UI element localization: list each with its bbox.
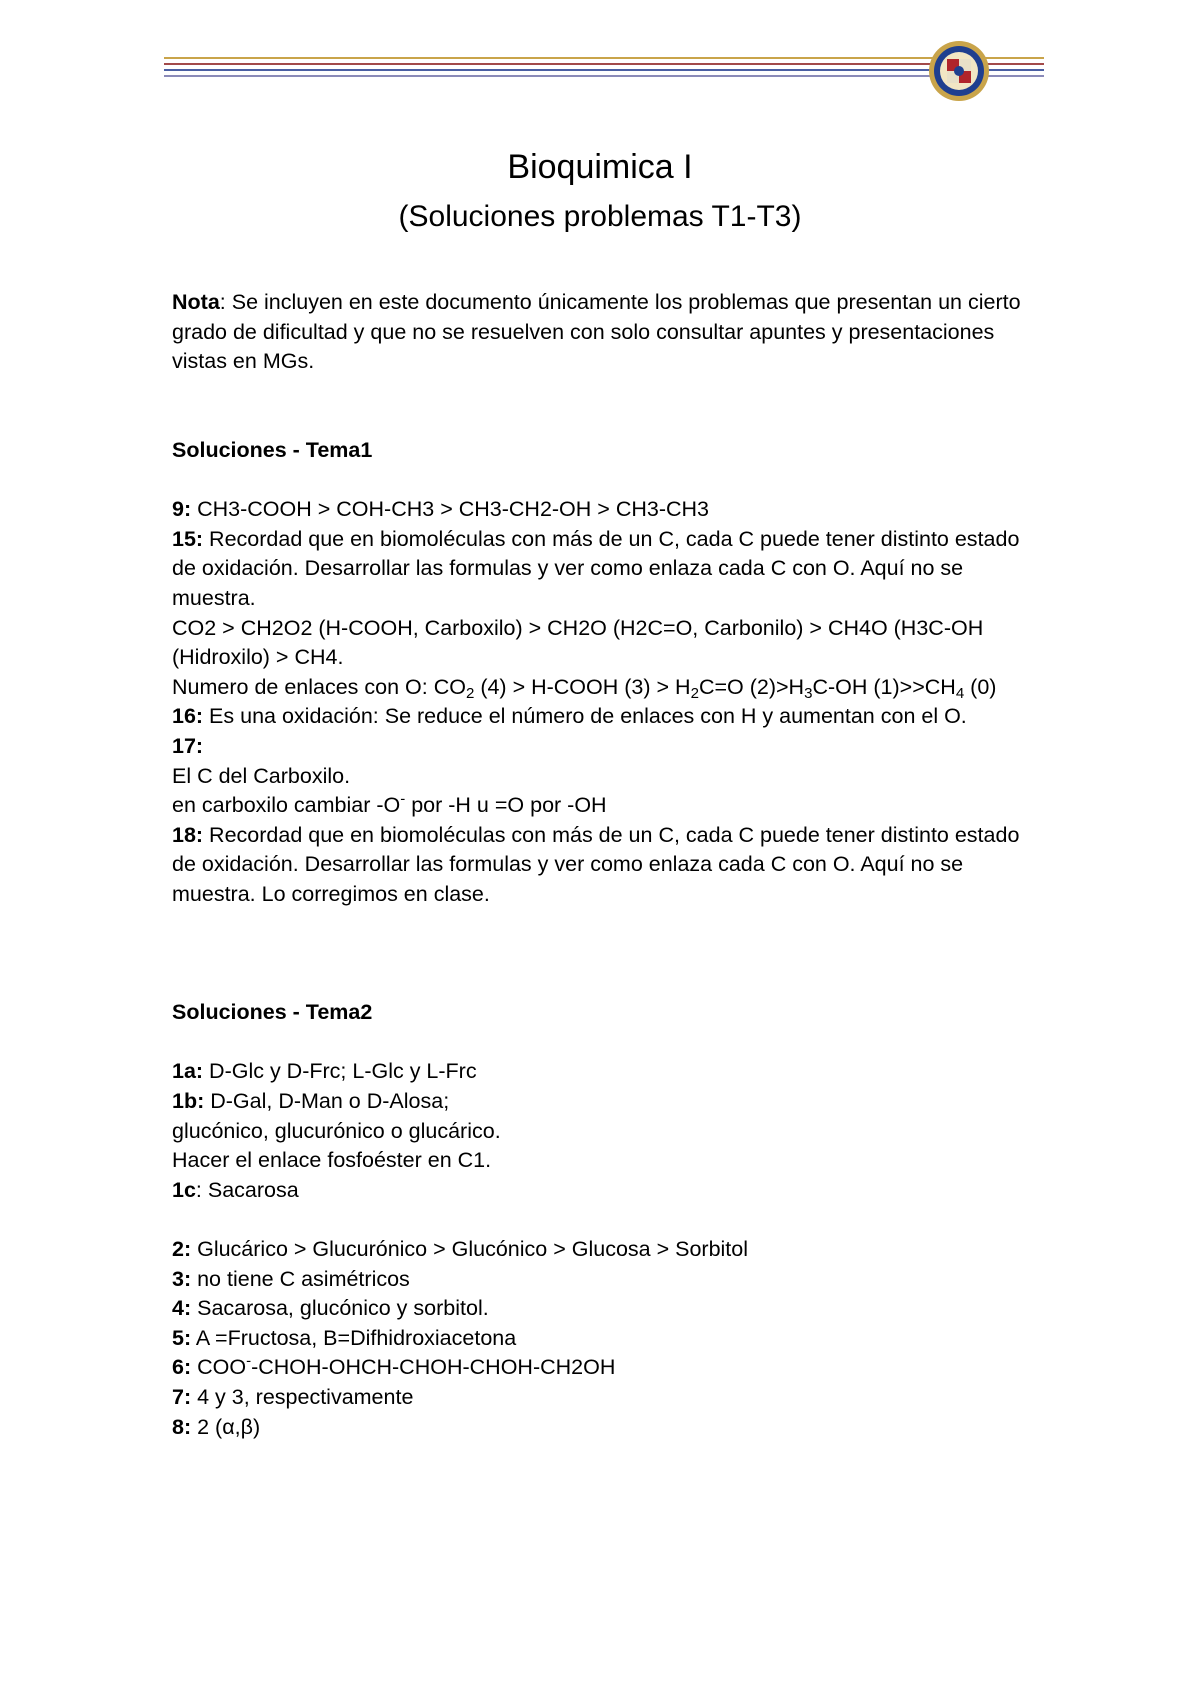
answer-4: 4: Sacarosa, glucónico y sorbitol.	[172, 1296, 489, 1321]
header-rule	[164, 57, 1044, 81]
answer-1c: 1c: Sacarosa	[172, 1177, 299, 1202]
answer-15: 15: Recordad que en biomoléculas con más de un C, cada C puede tener distinto estado de oxidación. Desarrollar las formulas y ver como enlaza cada C con O. Aquí no se muestra.	[172, 526, 1020, 610]
answer-1b-line2: glucónico, glucurónico o glucárico.	[172, 1118, 501, 1143]
answer-3: 3: no tiene C asimétricos	[172, 1266, 410, 1291]
tema2-heading: Soluciones - Tema2	[172, 1000, 373, 1025]
page-title: Bioquimica I	[507, 148, 693, 186]
answer-18: 18: Recordad que en biomoléculas con más de un C, cada C puede tener distinto estado de oxidación. Desarrollar las formulas y ver como enlaza cada C con O. Aquí no se muestra. Lo corregimos en clase.	[172, 822, 1020, 906]
answer-8: 8: 2 (α,β)	[172, 1414, 261, 1439]
answer-17: 17:	[172, 733, 204, 758]
answer-1b: 1b: D-Gal, D-Man o D-Alosa;	[172, 1089, 450, 1114]
answer-7: 7: 4 y 3, respectivamente	[172, 1384, 414, 1409]
answer-17-line2: en carboxilo cambiar -O- por -H u =O por -OH	[172, 790, 607, 818]
page-subtitle: (Soluciones problemas T1-T3)	[398, 200, 802, 233]
university-seal-icon	[928, 40, 990, 102]
answer-1a: 1a: D-Glc y D-Frc; L-Glc y L-Frc	[172, 1059, 477, 1084]
answer-16: 16: Es una oxidación: Se reduce el número de enlaces con H y aumentan con el O.	[172, 704, 967, 729]
tema1-heading: Soluciones - Tema1	[172, 437, 373, 462]
answer-17-line1: El C del Carboxilo.	[172, 763, 351, 788]
answer-9: 9: CH3-COOH > COH-CH3 > CH3-CH2-OH > CH3-CH3	[172, 497, 709, 522]
note-paragraph: Nota: Se incluyen en este documento únicamente los problemas que presentan un cierto grado de dificultad y que no se resuelven con solo consultar apuntes y presentaciones vistas en MGs.	[172, 290, 1021, 374]
answer-5: 5: A =Fructosa, B=Difhidroxiacetona	[172, 1325, 517, 1350]
answer-15-order: CO2 > CH2O2 (H-COOH, Carboxilo) > CH2O (H2C=O, Carbonilo) > CH4O (H3C-OH (Hidroxilo) > CH4.	[172, 615, 984, 670]
answer-15-bonds: Numero de enlaces con O: $CO_2$ (4) > H-COOH $(3) > H_2C=O$ $(2)>H_3C-OH$ $(1)>>CH_4$ (0)	[172, 674, 997, 702]
document-body	[172, 288, 1042, 1442]
answer-6: 6: COO--CHOH-OHCH-CHOH-CHOH-CH2OH	[172, 1353, 616, 1380]
answer-2: 2: Glucárico > Glucurónico > Glucónico > Glucosa > Sorbitol	[172, 1237, 749, 1261]
answer-1b-line3: Hacer el enlace fosfoéster en C1.	[172, 1148, 492, 1173]
